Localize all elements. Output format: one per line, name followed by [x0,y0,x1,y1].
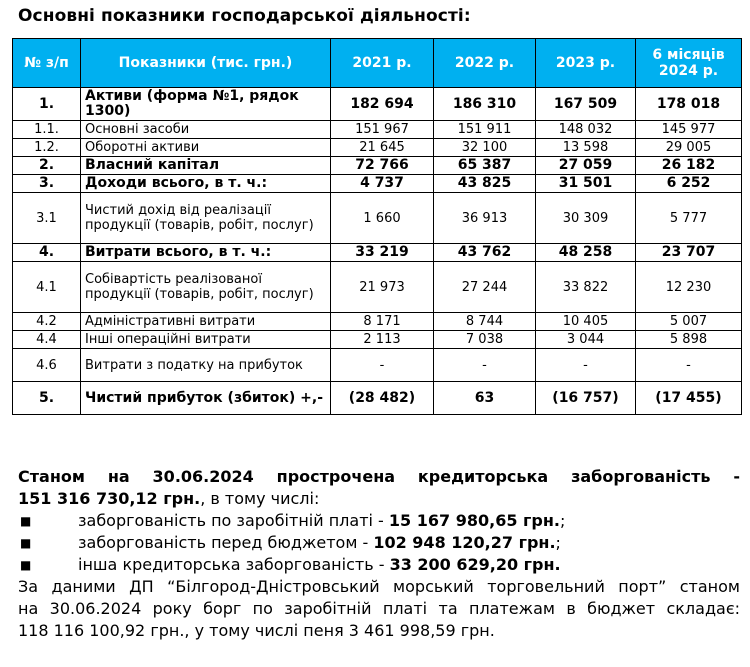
row-value: 33 219 [331,244,434,262]
indicators-table [12,38,742,415]
table-row [13,382,742,415]
row-value: 145 977 [636,121,742,139]
row-value: 5 898 [636,331,742,349]
table-header-row [13,39,742,88]
row-num: 2. [13,157,81,175]
row-label: Чистий прибуток (збиток) +,- [81,382,331,415]
row-value: 27 059 [536,157,636,175]
header-2021: 2021 р. [331,39,434,88]
row-label: Інші операційні витрати [81,331,331,349]
row-label: Чистий дохід від реалізації продукції (товарів, робіт, послуг) [81,193,331,244]
row-value: 8 171 [331,313,434,331]
row-num: 4. [13,244,81,262]
row-num: 4.4 [13,331,81,349]
summary-line2 [18,488,740,510]
para-line3: 118 116 100,92 грн., у тому числі пеня 3 461 998,59 грн. [18,621,495,640]
page-title: Основні показники господарської діяльності: [18,6,471,26]
header-indicator: Показники (тис. грн.) [81,39,331,88]
list-item [18,510,740,532]
bullet-text: заборгованість по заробітній платі - [78,511,389,530]
row-value: - [434,349,536,382]
row-value: 36 913 [434,193,536,244]
table-row [13,349,742,382]
row-value: 178 018 [636,88,742,121]
header-2023: 2023 р. [536,39,636,88]
row-value: 8 744 [434,313,536,331]
row-value: 148 032 [536,121,636,139]
row-value: 27 244 [434,262,536,313]
para-line1: За даними ДП “Білгород-Дністровський морський торговельний порт” станом [18,577,740,596]
row-value: 182 694 [331,88,434,121]
row-label: Власний капітал [81,157,331,175]
bullet-text: інша кредиторська заборгованість - [78,555,390,574]
bullet-amount: 15 167 980,65 грн. [388,511,560,530]
list-item [18,554,740,576]
row-value: 4 737 [331,175,434,193]
row-value: 26 182 [636,157,742,175]
row-value: 29 005 [636,139,742,157]
row-label: Активи (форма №1, рядок 1300) [81,88,331,121]
row-value: 31 501 [536,175,636,193]
row-value: 12 230 [636,262,742,313]
summary-section [18,466,740,642]
row-num: 1.1. [13,121,81,139]
row-num: 1. [13,88,81,121]
total-overdue-amount: 151 316 730,12 грн. [18,489,201,508]
row-value: 1 660 [331,193,434,244]
header-2022: 2022 р. [434,39,536,88]
table-row [13,139,742,157]
bullet-square-icon: ■ [20,558,32,572]
row-num: 4.2 [13,313,81,331]
bullet-text: заборгованість перед бюджетом - [78,533,374,552]
row-num: 3. [13,175,81,193]
row-num: 4.6 [13,349,81,382]
row-value: 13 598 [536,139,636,157]
row-num: 5. [13,382,81,415]
row-value: 48 258 [536,244,636,262]
header-2024-h1: 6 місяців 2024 р. [636,39,742,88]
row-value: 5 777 [636,193,742,244]
row-value: 72 766 [331,157,434,175]
bullet-end: ; [555,533,561,552]
summary-line2-rest: , в тому числі: [200,489,320,508]
row-value: 33 822 [536,262,636,313]
row-value: 6 252 [636,175,742,193]
row-value: 151 967 [331,121,434,139]
row-label: Основні засоби [81,121,331,139]
row-value: 43 762 [434,244,536,262]
para-line2: на 30.06.2024 року борг по заробітній платі та платежам в бюджет складає: [18,599,740,618]
row-value: 21 973 [331,262,434,313]
row-value: 2 113 [331,331,434,349]
row-value: (28 482) [331,382,434,415]
row-label: Оборотні активи [81,139,331,157]
row-value: (16 757) [536,382,636,415]
row-value: 30 309 [536,193,636,244]
row-value: 167 509 [536,88,636,121]
table-row [13,313,742,331]
table-row [13,88,742,121]
bullet-end: ; [559,511,566,530]
bullet-amount: 102 948 120,27 грн. [373,533,556,552]
bullet-square-icon: ■ [20,536,32,550]
table-row [13,262,742,313]
table-row [13,244,742,262]
row-value: - [331,349,434,382]
table-row [13,157,742,175]
row-value: 186 310 [434,88,536,121]
header-num: № з/п [13,39,81,88]
row-value: 65 387 [434,157,536,175]
summary-line1: Станом на 30.06.2024 прострочена кредиторська заборгованість - [18,467,740,486]
row-label: Адміністративні витрати [81,313,331,331]
row-value: 43 825 [434,175,536,193]
row-value: - [536,349,636,382]
row-num: 4.1 [13,262,81,313]
row-label: Витрати всього, в т. ч.: [81,244,331,262]
row-value: 10 405 [536,313,636,331]
row-value: 5 007 [636,313,742,331]
row-value: - [636,349,742,382]
row-label: Собівартість реалізованої продукції (товарів, робіт, послуг) [81,262,331,313]
list-item [18,532,740,554]
row-value: 23 707 [636,244,742,262]
table-row [13,121,742,139]
table-row [13,175,742,193]
row-label: Витрати з податку на прибуток [81,349,331,382]
row-value: (17 455) [636,382,742,415]
row-value: 21 645 [331,139,434,157]
row-value: 63 [434,382,536,415]
table-row [13,193,742,244]
bullet-square-icon: ■ [20,514,32,528]
bullet-amount: 33 200 629,20 грн. [389,555,561,574]
row-value: 3 044 [536,331,636,349]
row-value: 7 038 [434,331,536,349]
row-num: 3.1 [13,193,81,244]
row-value: 32 100 [434,139,536,157]
row-num: 1.2. [13,139,81,157]
row-value: 151 911 [434,121,536,139]
row-label: Доходи всього, в т. ч.: [81,175,331,193]
table-row [13,331,742,349]
